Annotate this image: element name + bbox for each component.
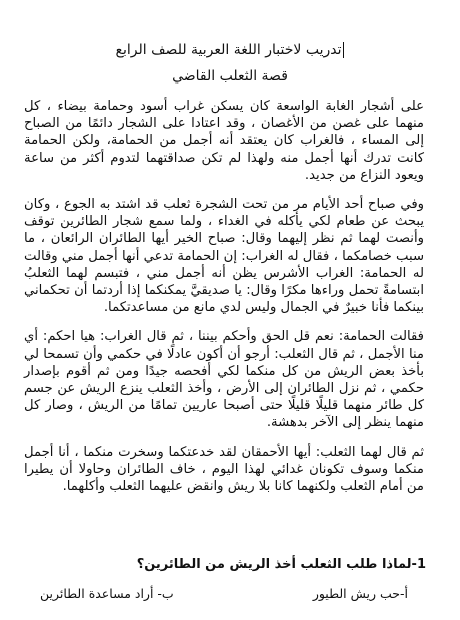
story-paragraph-1: على أشجار الغابة الواسعة كان يسكن غراب أسود وحمامة بيضاء ، كل منهما على غصن من الأغصان ، وقد اعتادا على الشجار دائمًا من الصباح إلى المساء ، فالغراب كان يعتقد أنه أجمل من الحمامة، ولكن الحمامة كانت تدرك أنها أجمل منه ولهذا لم تكن صداقتهما لتدوم أكثر من ساعة ويعود النزاع من جديد. (24, 99, 424, 183)
question-1: 1-لماذا طلب الثعلب أخذ الريش من الطائرين؟ (136, 557, 426, 572)
option-a[interactable]: أ-حب ريش الطيور (312, 586, 408, 601)
page-header (40, 40, 420, 60)
page-header-text: تدريب لاختبار اللغة العربية للصف الرابع (115, 42, 342, 58)
story-title: قصة الثعلب القاضي (172, 68, 288, 84)
answer-options (40, 586, 408, 602)
story-body (24, 98, 424, 495)
option-b[interactable]: ب- أراد مساعدة الطائرين (40, 586, 174, 601)
text-cursor (343, 42, 344, 58)
story-paragraph-2: وفي صباح أحد الأيام مر من تحت الشجرة ثعلب قد اشتد به الجوع ، وكان يبحث عن طعام لكي يأكله في الغداء ، ولما سمع شجار الطائرين توقف وأنصت لهما ثم نظر إليهما وقال: صباح الخير أيها الطائران الرائعان ، ما سبب خصامكما ، فقال له الغراب: إن الحمامة تدعي أنها أجمل مني وقالت له الحمامة: الغراب الأشرس يظن أنه أجمل مني ، فتبسم لهما الثعلبُ ابتسامةً تحمل وراءها مكرًا وقال: يا صديقيَّ يمكنكما إذا أردتما أن تحكماني بينكما فأنا خبيرٌ في الجمال وليس لدي مانع من مساعدتكما. (24, 197, 424, 316)
story-paragraph-4: ثم قال لهما الثعلب: أيها الأحمقان لقد خدعتكما وسخرت منكما ، أنا أجمل منكما وسوف تكونان غدائي لهذا اليوم ، خاف الطائران وحاولا أن يطيرا من أمام الثعلب ولكنهما كانا بلا ريش وانقض عليهما الثعلب وأكلهما. (24, 444, 424, 495)
story-paragraph-3: فقالت الحمامة: نعم قل الحق وأحكم بيننا ، ثم قال الغراب: هيا احكم: أي منا الأجمل ، ثم قال الثعلب: أرجو أن أكون عادلًا في حكمي وأن تسمحا لي بأخذ بعض الريش من كل منكما لكي أفحصه جيدًا ومن ثم أقوم بإصدار حكمي ، ثم نزل الطائران إلى الأرض ، وأخذ الثعلب ينزع الريش عن جسم كل طائر منهما قليلًا قليلًا حتى أصبحا عاريين تمامًا من الريش ، وصار كل منهما ينظر إلى الآخر بدهشة. (24, 329, 424, 431)
